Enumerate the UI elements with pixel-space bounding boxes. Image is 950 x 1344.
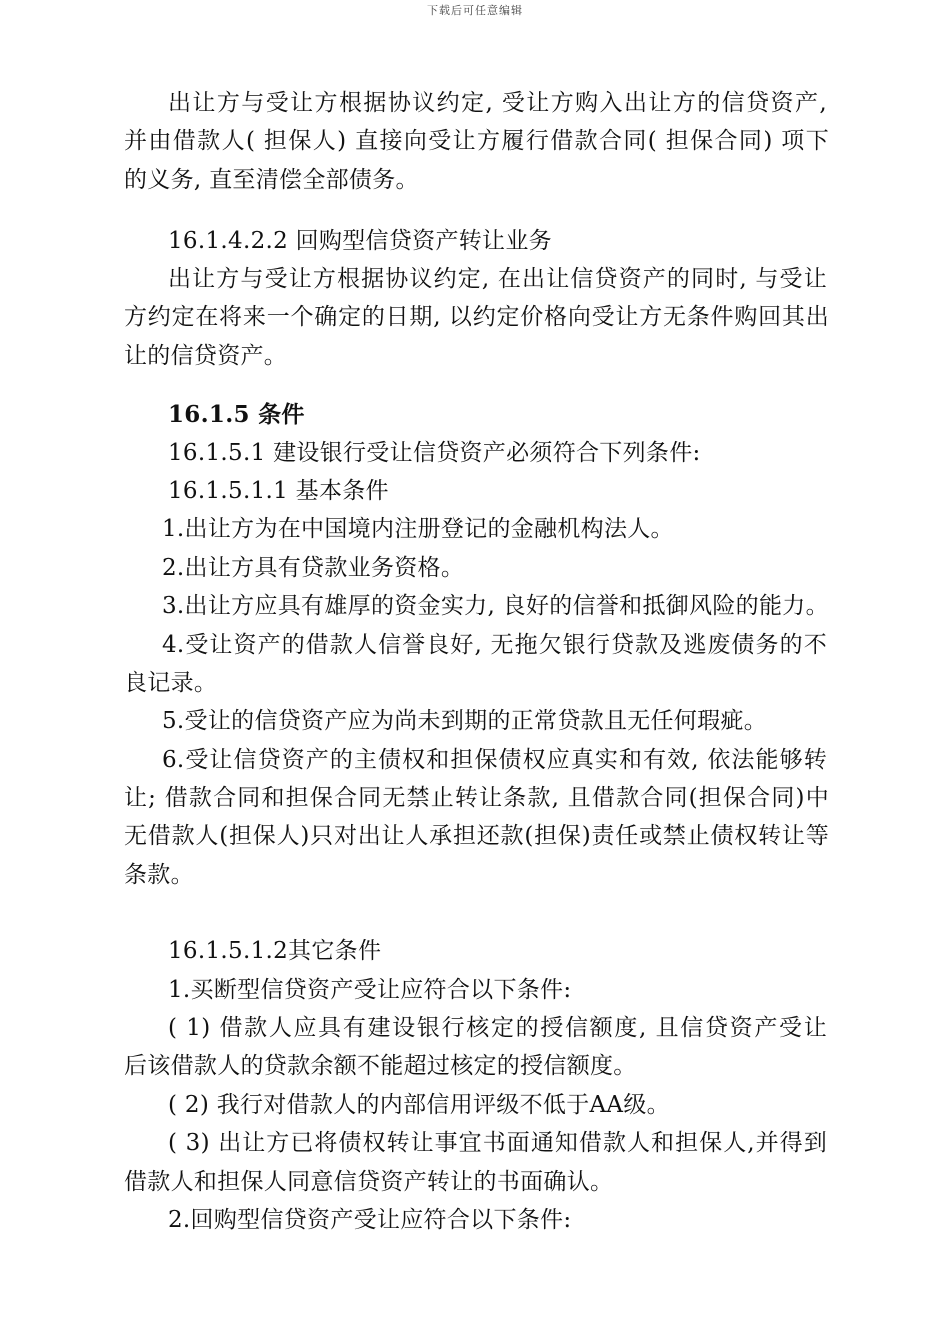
paragraph-line: 并由借款人( 担保人) 直接向受让方履行借款合同( 担保合同) 项下: [124, 128, 829, 154]
paragraph-line: 让; 借款合同和担保合同无禁止转让条款, 且借款合同(担保合同)中: [124, 785, 829, 811]
paragraph-line: 条款。: [124, 862, 194, 888]
list-item: ( 3) 出让方已将债权转让事宜书面通知借款人和担保人,并得到: [168, 1130, 827, 1156]
section-heading: 16.1.4.2.2 回购型信贷资产转让业务: [168, 228, 552, 254]
list-item: ( 2) 我行对借款人的内部信用评级不低于AA级。: [168, 1092, 670, 1118]
paragraph-line: 无借款人(担保人)只对出让人承担还款(担保)责任或禁止债权转让等: [124, 823, 829, 849]
paragraph-line: 方约定在将来一个确定的日期, 以约定价格向受让方无条件购回其出: [124, 304, 829, 330]
list-item: 1.出让方为在中国境内注册登记的金融机构法人。: [162, 516, 674, 542]
paragraph-line: 良记录。: [124, 670, 218, 696]
list-item: 6.受让信贷资产的主债权和担保债权应真实和有效, 依法能够转: [162, 747, 827, 773]
paragraph-line: 后该借款人的贷款余额不能超过核定的授信额度。: [124, 1053, 637, 1079]
section-heading: 16.1.5.1.2其它条件: [168, 938, 382, 964]
section-heading: 16.1.5.1.1 基本条件: [168, 478, 389, 504]
list-item: 2.回购型信贷资产受让应符合以下条件:: [168, 1207, 572, 1233]
list-item: ( 1) 借款人应具有建设银行核定的授信额度, 且信贷资产受让: [168, 1015, 827, 1041]
section-heading-bold: 16.1.5 条件: [168, 401, 305, 428]
paragraph-line: 出让方与受让方根据协议约定, 受让方购入出让方的信贷资产,: [168, 90, 827, 116]
paragraph-line: 让的信贷资产。: [124, 343, 288, 369]
paragraph-line: 出让方与受让方根据协议约定, 在出让信贷资产的同时, 与受让: [168, 266, 827, 292]
section-heading: 16.1.5.1 建设银行受让信贷资产必须符合下列条件:: [168, 440, 701, 466]
list-item: 5.受让的信贷资产应为尚未到期的正常贷款且无任何瑕疵。: [162, 708, 768, 734]
paragraph-line: 借款人和担保人同意信贷资产转让的书面确认。: [124, 1169, 614, 1195]
header-note: 下载后可任意编辑: [427, 4, 523, 17]
paragraph-line: 的义务, 直至清偿全部债务。: [124, 167, 419, 193]
list-item: 3.出让方应具有雄厚的资金实力, 良好的信誉和抵御风险的能力。: [162, 593, 829, 619]
list-item: 1.买断型信贷资产受让应符合以下条件:: [168, 977, 572, 1003]
list-item: 2.出让方具有贷款业务资格。: [162, 555, 465, 581]
list-item: 4.受让资产的借款人信誉良好, 无拖欠银行贷款及逃废债务的不: [162, 632, 827, 658]
